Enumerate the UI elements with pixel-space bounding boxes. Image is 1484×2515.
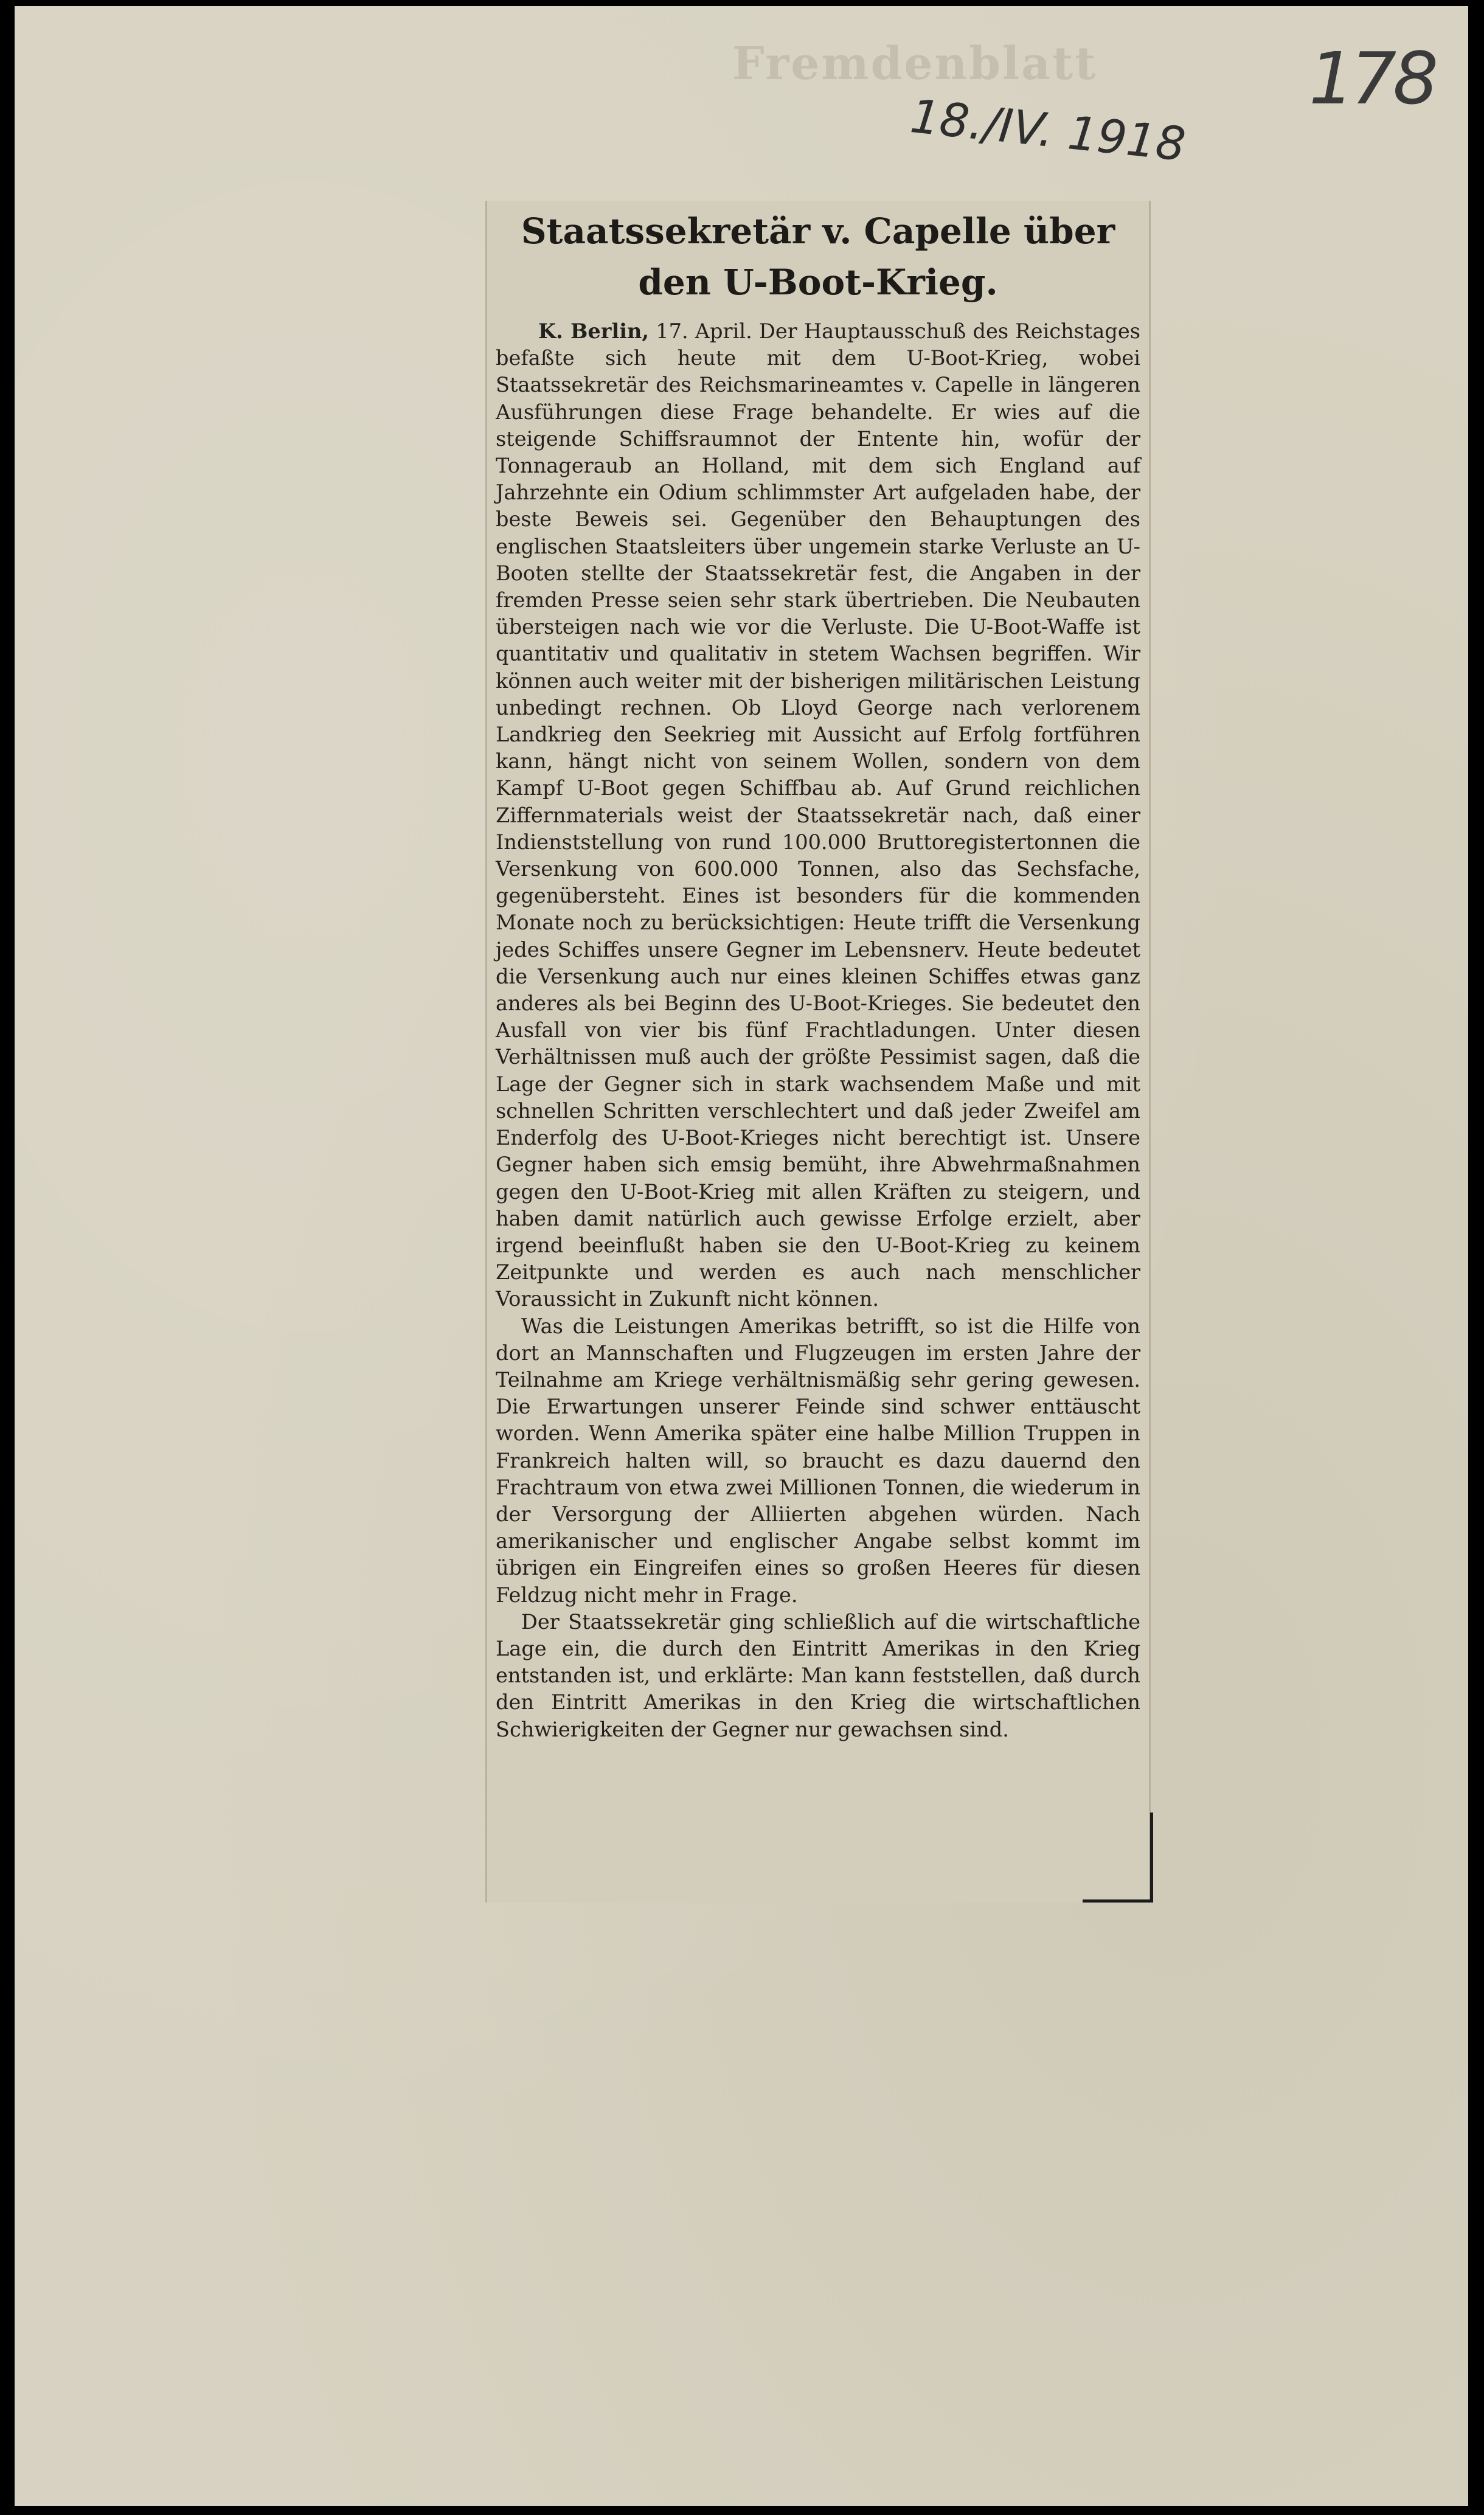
newspaper-clipping — [485, 201, 1151, 1903]
folio-number: 178 — [1309, 36, 1435, 120]
article-body — [496, 317, 1140, 1743]
article-paragraph: Was die Leistungen Amerikas betrifft, so ist die Hilfe von dort an Mannschaften und Flugzeugen im ersten Jahre der Teilnahme am Kriege verhältnismäßig sehr gering gewesen. Die Erwartungen unserer Feinde sind schwer enttäuscht worden. Wenn Amerika später eine halbe Million Truppen in Frankreich halten will, so braucht es dazu dauernd den Frachtraum von etwa zwei Millionen Tonnen, die wiederum in der Versorgung der Alliierten abgehen würden. Nach amerikanischer und englischer Angabe selbst kommt im übrigen ein Eingreifen eines so großen Heeres für diesen Feldzug nicht mehr in Frage. — [496, 1314, 1140, 1607]
newspaper-stamp: Fremdenblatt — [732, 38, 1098, 90]
article-paragraph — [496, 317, 1140, 1313]
article-paragraph: Der Staatssekretär ging schließlich auf die wirtschaftliche Lage ein, die durch den Eintritt Amerikas in den Krieg entstanden ist, und erklärte: Man kann feststellen, daß durch den Eintritt Amerikas in den Krieg die wirtschaftlichen Schwierigkeiten der Gegner nur gewachsen sind. — [496, 1609, 1140, 1741]
article-paragraph-text: 17. April. Der Hauptausschuß des Reichstages befaßte sich heute mit dem U-Boot-Krieg, wobei Staatssekretär des Reichsmarineamtes v. Capelle in längeren Ausführungen diese Frage behandelte. Er wies auf die steigende Schiffsraumnot der Entente hin, wofür der Tonnageraub an Holland, mit dem sich England auf Jahrzehnte ein Odium schlimmster Art aufgeladen habe, der beste Beweis sei. Gegenüber den Behauptungen des englischen Staatsleiters über ungemein starke Verluste an U-Booten stellte der Staatssekretär fest, die Angaben in der fremden Presse seien sehr stark übertrieben. Die Neubauten übersteigen nach wie vor die Verluste. Die U-Boot-Waffe ist quantitativ und qualitativ in stetem Wachsen begriffen. Wir können auch weiter mit der bisherigen militärischen Leistung unbedingt rechnen. Ob Lloyd George nach verlorenem Landkrieg den Seekrieg mit Aussicht auf Erfolg fortführen kann, hängt nicht von seinem Wollen, sondern von dem Kampf U-Boot gegen Schiffbau ab. Auf Grund reichlichen Ziffernmaterials weist der Staatssekretär nach, daß einer Indienststellung von rund 100.000 Bruttoregistertonnen die Versenkung von 600.000 Tonnen, also das Sechsfache, gegenübersteht. Eines ist besonders für die kommenden Monate noch zu berücksichtigen: Heute trifft die Versenkung jedes Schiffes unsere Gegner im Lebensnerv. Heute bedeutet die Versenkung auch nur eines kleinen Schiffes etwas ganz anderes als bei Beginn des U-Boot-Krieges. Sie bedeutet den Ausfall von vier bis fünf Frachtladungen. Unter diesen Verhältnissen muß auch der größte Pessimist sagen, daß die Lage der Gegner sich in stark wachsendem Maße und mit schnellen Schritten verschlechtert und daß jeder Zweifel am Enderfolg des U-Boot-Krieges nicht berechtigt ist. Unsere Gegner haben sich emsig bemüht, ihre Abwehrmaßnahmen gegen den U-Boot-Krieg mit allen Kräften zu steigern, und haben damit natürlich auch gewisse Erfolge erzielt, aber irgend beeinflußt haben sie den U-Boot-Krieg zu keinem Zeitpunkte und werden es auch nach menschlicher Voraussicht in Zukunft nicht können. — [496, 319, 1140, 1311]
pencil-bracket-mark — [1083, 1813, 1153, 1903]
handwritten-date: 18./IV. 1918 — [907, 89, 1188, 172]
article-dateline: K. Berlin, — [538, 319, 650, 343]
article-headline: Staatssekretär v. Capelle über den U-Boot-Krieg. — [521, 210, 1115, 303]
